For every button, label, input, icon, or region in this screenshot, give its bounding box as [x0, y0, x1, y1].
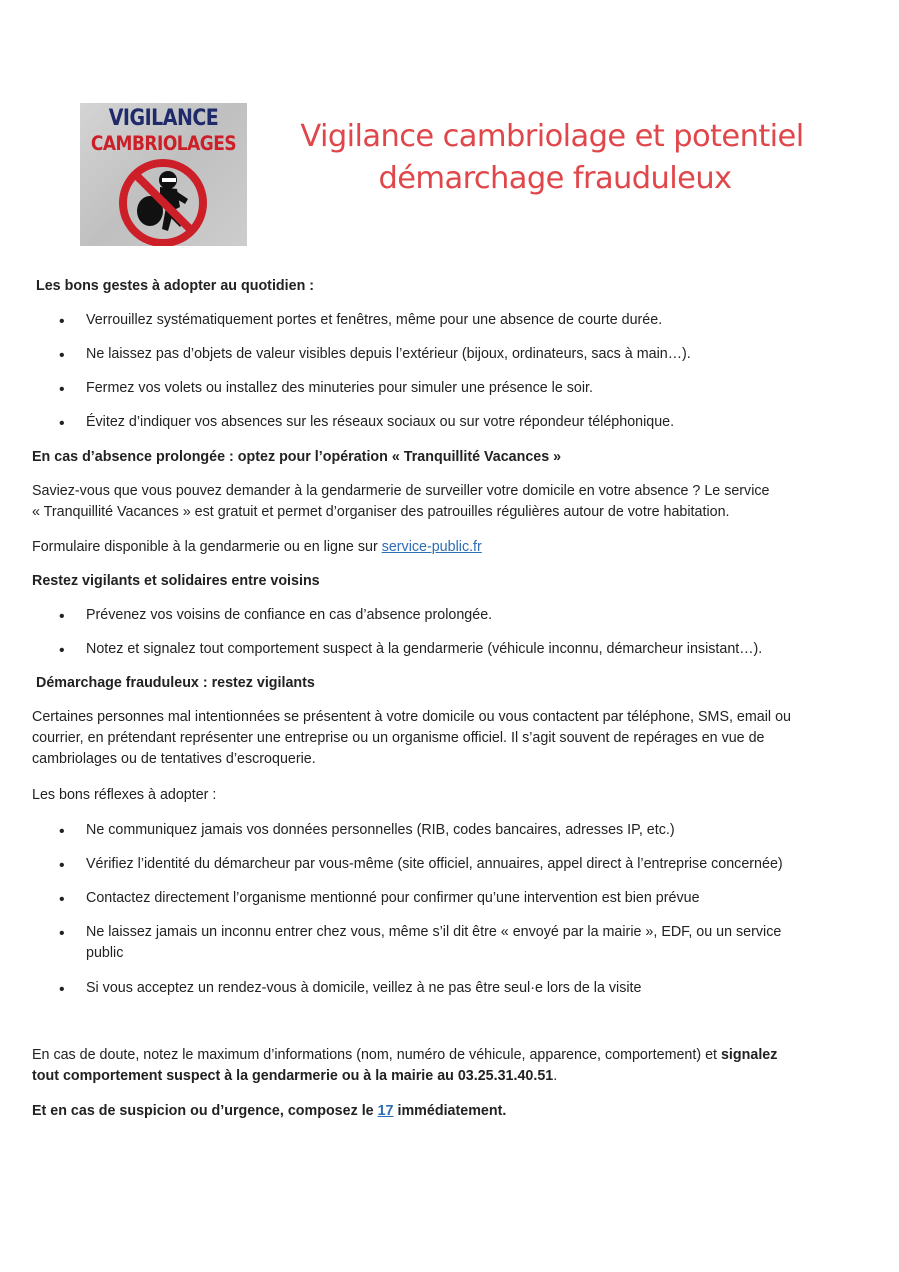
reflexes-intro: Les bons réflexes à adopter :	[32, 787, 217, 803]
paragraph-tranquillite-vacances	[32, 481, 852, 523]
doute-period: .	[553, 1068, 558, 1084]
list-item-gestes-2: Ne laissez pas d’objets de valeur visibles depuis l’extérieur (bijoux, ordinateurs, sacs à main…).	[86, 346, 691, 362]
doute-bold-contact: tout comportement suspect à la gendarmerie ou à la mairie au 03.25.31.40.51	[32, 1068, 554, 1084]
bullet	[59, 647, 67, 655]
list-item-line: public	[86, 945, 124, 961]
title-line-1: Vigilance cambriolage et potentiel	[300, 119, 804, 154]
paragraph-formulaire	[32, 537, 852, 558]
bullet	[59, 862, 67, 870]
doute-bold-signalez: signalez	[720, 1047, 778, 1063]
paragraph-line: Certaines personnes mal intentionnées se présentent à votre domicile ou vous contactent par téléphone, SMS, email ou	[32, 709, 791, 725]
heading-absence-prolongee: En cas d’absence prolongée : optez pour l’opération « Tranquillité Vacances »	[32, 449, 562, 465]
list-item-reflexes-3: Contactez directement l’organisme mentionné pour confirmer qu’une intervention est bien prévue	[86, 890, 700, 906]
paragraph-line: « Tranquillité Vacances » est gratuit et permet d’organiser des patrouilles régulières autour de votre habitation.	[32, 504, 730, 520]
list-item-gestes-3: Fermez vos volets ou installez des minuteries pour simuler une présence le soir.	[86, 380, 593, 396]
paragraph-line: courrier, en prétendant représenter une entreprise ou un organisme officiel. Il s’agit souvent de repérages en vue de	[32, 730, 765, 746]
vigilance-cambriolages-logo	[80, 103, 247, 246]
paragraph-line: Saviez-vous que vous pouvez demander à la gendarmerie de surveiller votre domicile en votre absence ? Le service	[32, 483, 770, 499]
paragraph-urgence	[32, 1101, 852, 1122]
urgence-text-end: immédiatement.	[393, 1103, 507, 1119]
phone-17-link[interactable]: 17	[377, 1103, 394, 1119]
logo-text-vigilance: VIGILANCE	[108, 105, 219, 131]
list-item-reflexes-4	[86, 922, 846, 964]
bullet	[59, 828, 67, 836]
list-item-gestes-4: Évitez d’indiquer vos absences sur les réseaux sociaux ou sur votre répondeur téléphonique.	[86, 414, 675, 430]
paragraph-line: cambriolages ou de tentatives d’escroquerie.	[32, 751, 316, 767]
bullet	[59, 318, 67, 326]
list-item-reflexes-2: Vérifiez l’identité du démarcheur par vous-même (site officiel, annuaires, appel direct à l’entreprise concernée)	[86, 856, 783, 872]
bullet	[59, 896, 67, 904]
bullet	[59, 352, 67, 360]
bullet	[59, 930, 67, 938]
bullet	[59, 613, 67, 621]
urgence-text: Et en cas de suspicion ou d’urgence, composez le	[32, 1103, 378, 1119]
list-item-reflexes-5: Si vous acceptez un rendez-vous à domicile, veillez à ne pas être seul·e lors de la visite	[86, 980, 642, 996]
list-item-gestes-1: Verrouillez systématiquement portes et fenêtres, même pour une absence de courte durée.	[86, 312, 663, 328]
logo-text-cambriolages: CAMBRIOLAGES	[90, 132, 237, 156]
list-item-voisins-2: Notez et signalez tout comportement suspect à la gendarmerie (véhicule inconnu, démarcheur insistant…).	[86, 641, 763, 657]
list-item-voisins-1: Prévenez vos voisins de confiance en cas d’absence prolongée.	[86, 607, 493, 623]
bullet	[59, 420, 67, 428]
heading-voisins: Restez vigilants et solidaires entre voisins	[32, 573, 320, 589]
service-public-link[interactable]: service-public.fr	[381, 539, 482, 555]
paragraph-line	[32, 1045, 852, 1066]
doute-text: En cas de doute, notez le maximum d’informations (nom, numéro de véhicule, apparence, comportement) et	[32, 1047, 721, 1063]
paragraph-line	[32, 1066, 852, 1087]
page-title	[282, 116, 822, 200]
no-burglar-icon	[80, 103, 247, 246]
list-item-reflexes-1: Ne communiquez jamais vos données personnelles (RIB, codes bancaires, adresses IP, etc.)	[86, 822, 675, 838]
bullet	[59, 986, 67, 994]
paragraph-doute	[32, 1045, 852, 1087]
heading-demarchage: Démarchage frauduleux : restez vigilants	[36, 675, 315, 691]
bullet	[59, 386, 67, 394]
title-line-2: démarchage frauduleux	[378, 161, 732, 196]
heading-bons-gestes: Les bons gestes à adopter au quotidien :	[36, 278, 315, 294]
formulaire-text: Formulaire disponible à la gendarmerie ou en ligne sur	[32, 539, 382, 555]
paragraph-demarchage	[32, 707, 852, 770]
list-item-line: Ne laissez jamais un inconnu entrer chez vous, même s’il dit être « envoyé par la mairie », EDF, ou un service	[86, 924, 782, 940]
